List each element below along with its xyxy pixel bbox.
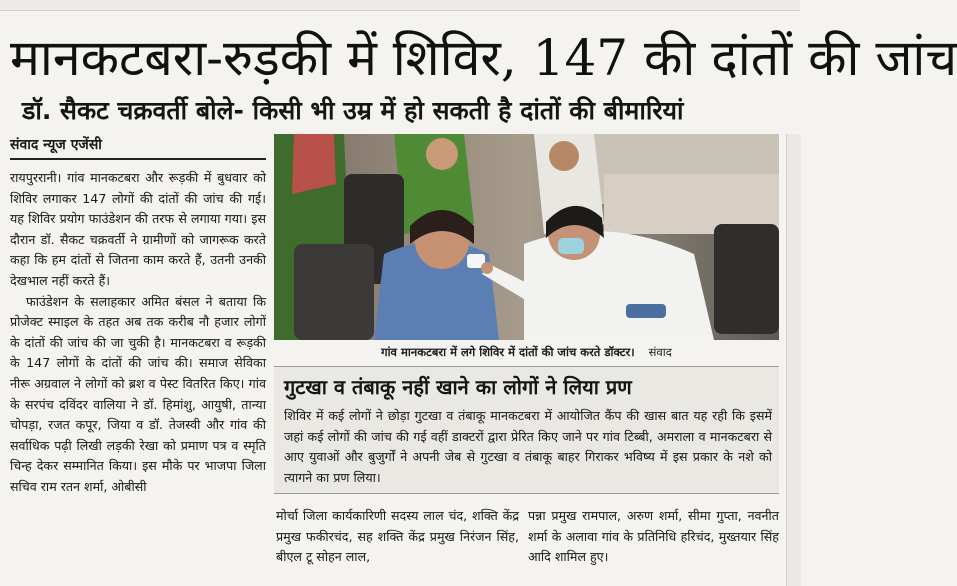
subheadline: डॉ. सैकट चक्रवर्ती बोले- किसी भी उम्र में हो सकती है दांतों की बीमारियां [22,96,684,125]
photo-illustration [274,134,779,340]
box-body: शिविर में कई लोगों ने छोड़ा गुटखा व तंबाकू मानकटबरा में आयोजित कैंप की खास बात यह रही कि इसमें जहां कई लोगों की जांच की गई वहीं डाक्टरों द्वारा प्रेरित किए जाने पर गांव टिब्बी, अमराला व मानकटबरा से आए युवाओं और बुजुर्गों ने अपनी जेब से गुटखा व तंबाकू बाहर गिराकर भविष्य में इस प्रकार के नशे को त्यागने का प्रण लिया। [284,408,772,485]
byline-rule [10,158,266,160]
article-paragraph-2: फाउंडेशन के सलाहकार अमित बंसल ने बताया कि प्रोजेक्ट स्माइल के तहत अब तक करीब नौ हजार लोगों के दांतों की जांच की जा चुकी है। मानकटबरा व रूड़की के 147 लोगों के दांतों की जांच की। समाज सेविका नीरू अग्रवाल ने लोगों को ब्रश व पेस्ट वितरित किए। गांव के सरपंच दविंदर वालिया ने डॉ. हिमांशु, आयुषी, तान्या चोपड़ा, रजत कपूर, जिया व डॉ. तेजस्वी और गांव की सर्वाधिक पढ़ी लिखी लड़की रेखा को प्रमाण पत्र व स्मृति चिन्ह देकर सम्मानित किया। इस मौके पर भाजपा जिला सचिव राम रतन शर्मा, ओबीसी [10,293,266,494]
article-column-1 [10,168,266,586]
adjacent-article-edge [786,134,801,586]
photo-caption [274,340,779,364]
box-title: गुटखा व तंबाकू नहीं खाने का लोगों ने लिया प्रण [284,375,632,399]
page-top-strip [0,0,800,11]
byline: संवाद न्यूज एजेंसी [10,137,102,153]
photo-credit: संवाद [648,345,672,359]
article-paragraph-1: रायपुररानी। गांव मानकटबरा और रूड़की में बुधवार को शिविर लगाकर 147 लोगों की दांतों की जांच की गई। यह शिविर प्रयोग फाउंडेशन की तरफ से लगाया गया। इस दौरान डॉ. सैकट चक्रवर्ती ने ग्रामीणों को जागरूक करते कहा कि हम दांतों से जितना काम करते हैं, उतनी उनकी देखभाल नहीं करते हैं। [10,170,266,288]
article-column-3: पन्ना प्रमुख रामपाल, अरुण शर्मा, सीमा गुप्ता, नवनीत शर्मा के अलावा गांव के प्रतिनिधि हरिचंद, मुख्तयार सिंह आदि शामिल हुए। [528,508,779,565]
news-photo [274,134,779,340]
caption-text: गांव मानकटबरा में लगे शिविर में दांतों की जांच करते डॉक्टर। [381,345,635,359]
headline: मानकटबरा-रुड़की में शिविर, 147 की दांतों की जांच [10,29,957,87]
article-column-2: मोर्चा जिला कार्यकारिणी सदस्य लाल चंद, शक्ति केंद्र प्रमुख फकीरचंद, सह शक्ति केंद्र प्रमुख निरंजन सिंह, बीएल टू सोहन लाल, [276,508,519,565]
